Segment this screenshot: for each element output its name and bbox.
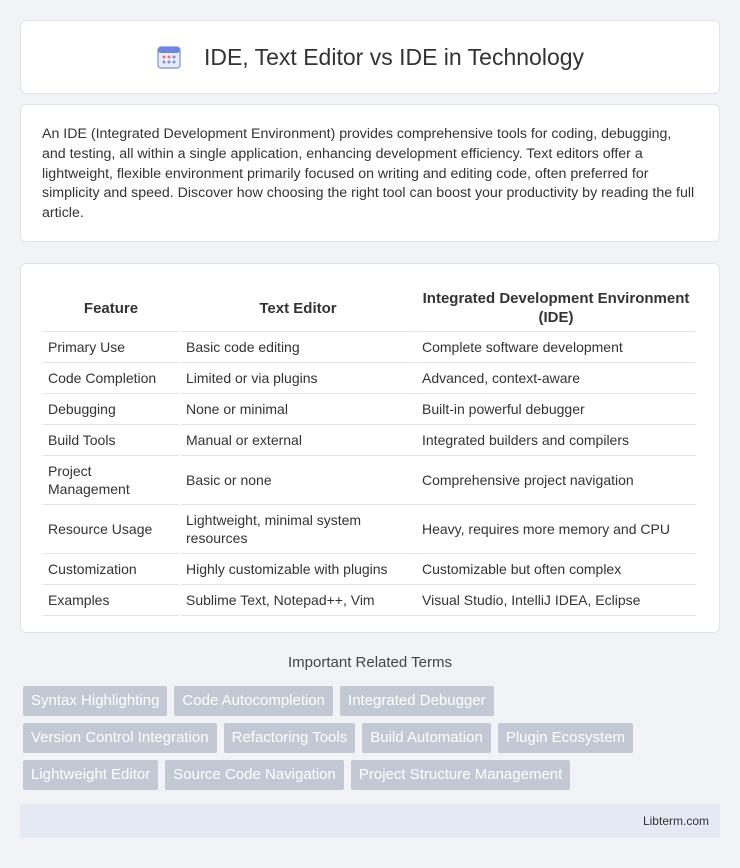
cell-ide: Heavy, requires more memory and CPU: [417, 505, 695, 554]
header-feature: Feature: [43, 285, 179, 332]
cell-feature: Customization: [43, 554, 179, 585]
cell-feature: Resource Usage: [43, 505, 179, 554]
cell-text-editor: Limited or via plugins: [181, 363, 415, 394]
calendar-grid-icon: [156, 44, 182, 70]
title-card: [20, 20, 720, 94]
table-row: [43, 585, 695, 616]
cell-feature: Primary Use: [43, 332, 179, 363]
cell-ide: Comprehensive project navigation: [417, 456, 695, 505]
table-row: [43, 554, 695, 585]
cell-feature: Debugging: [43, 394, 179, 425]
header-text-editor: Text Editor: [181, 285, 415, 332]
table-row: [43, 363, 695, 394]
cell-text-editor: Basic code editing: [181, 332, 415, 363]
tag-build-automation[interactable]: Build Automation: [362, 723, 491, 753]
footer: [20, 804, 720, 838]
cell-ide: Visual Studio, IntelliJ IDEA, Eclipse: [417, 585, 695, 616]
table-row: [43, 394, 695, 425]
page-title: IDE, Text Editor vs IDE in Technology: [203, 43, 585, 70]
table-row: [43, 505, 695, 554]
cell-ide: Advanced, context-aware: [417, 363, 695, 394]
tag-plugin-ecosystem[interactable]: Plugin Ecosystem: [498, 723, 633, 753]
cell-text-editor: Basic or none: [181, 456, 415, 505]
footer-site-link[interactable]: Libterm.com: [642, 814, 709, 828]
header-ide: Integrated Development Environment (IDE): [417, 285, 695, 332]
tag-source-code-navigation[interactable]: Source Code Navigation: [165, 760, 344, 790]
tag-lightweight-editor[interactable]: Lightweight Editor: [23, 760, 158, 790]
related-terms-tags: [23, 686, 723, 797]
cell-ide: Built-in powerful debugger: [417, 394, 695, 425]
cell-ide: Customizable but often complex: [417, 554, 695, 585]
tag-refactoring-tools[interactable]: Refactoring Tools: [224, 723, 356, 753]
table-header-row: [43, 285, 695, 332]
tag-integrated-debugger[interactable]: Integrated Debugger: [340, 686, 494, 716]
cell-feature: Examples: [43, 585, 179, 616]
comparison-table-card: [20, 263, 720, 633]
cell-text-editor: Highly customizable with plugins: [181, 554, 415, 585]
tag-version-control-integration[interactable]: Version Control Integration: [23, 723, 217, 753]
intro-card: [20, 104, 720, 242]
tag-row: [23, 760, 723, 790]
tag-row: [23, 723, 723, 753]
intro-text: An IDE (Integrated Development Environment) provides comprehensive tools for coding, debugging, and testing, all within a single application, enhancing development efficiency. Text editors offer a lightweight, flexible environment primarily focused on writing and editing code, often preferred for simplicity and speed. Discover how choosing the right tool can boost your productivity by reading the full article.: [42, 126, 695, 222]
cell-feature: Code Completion: [43, 363, 179, 394]
cell-text-editor: Lightweight, minimal system resources: [181, 505, 415, 554]
table-row: [43, 425, 695, 456]
table-row: [43, 456, 695, 505]
table-row: [43, 332, 695, 363]
tag-project-structure-management[interactable]: Project Structure Management: [351, 760, 570, 790]
cell-feature: Build Tools: [43, 425, 179, 456]
cell-ide: Integrated builders and compilers: [417, 425, 695, 456]
comparison-table: [41, 285, 697, 616]
cell-text-editor: None or minimal: [181, 394, 415, 425]
tag-row: [23, 686, 723, 716]
cell-text-editor: Sublime Text, Notepad++, Vim: [181, 585, 415, 616]
tag-syntax-highlighting[interactable]: Syntax Highlighting: [23, 686, 167, 716]
tag-code-autocompletion[interactable]: Code Autocompletion: [174, 686, 333, 716]
cell-ide: Complete software development: [417, 332, 695, 363]
cell-text-editor: Manual or external: [181, 425, 415, 456]
cell-feature: Project Management: [43, 456, 179, 505]
related-terms-title: Important Related Terms: [288, 654, 452, 671]
